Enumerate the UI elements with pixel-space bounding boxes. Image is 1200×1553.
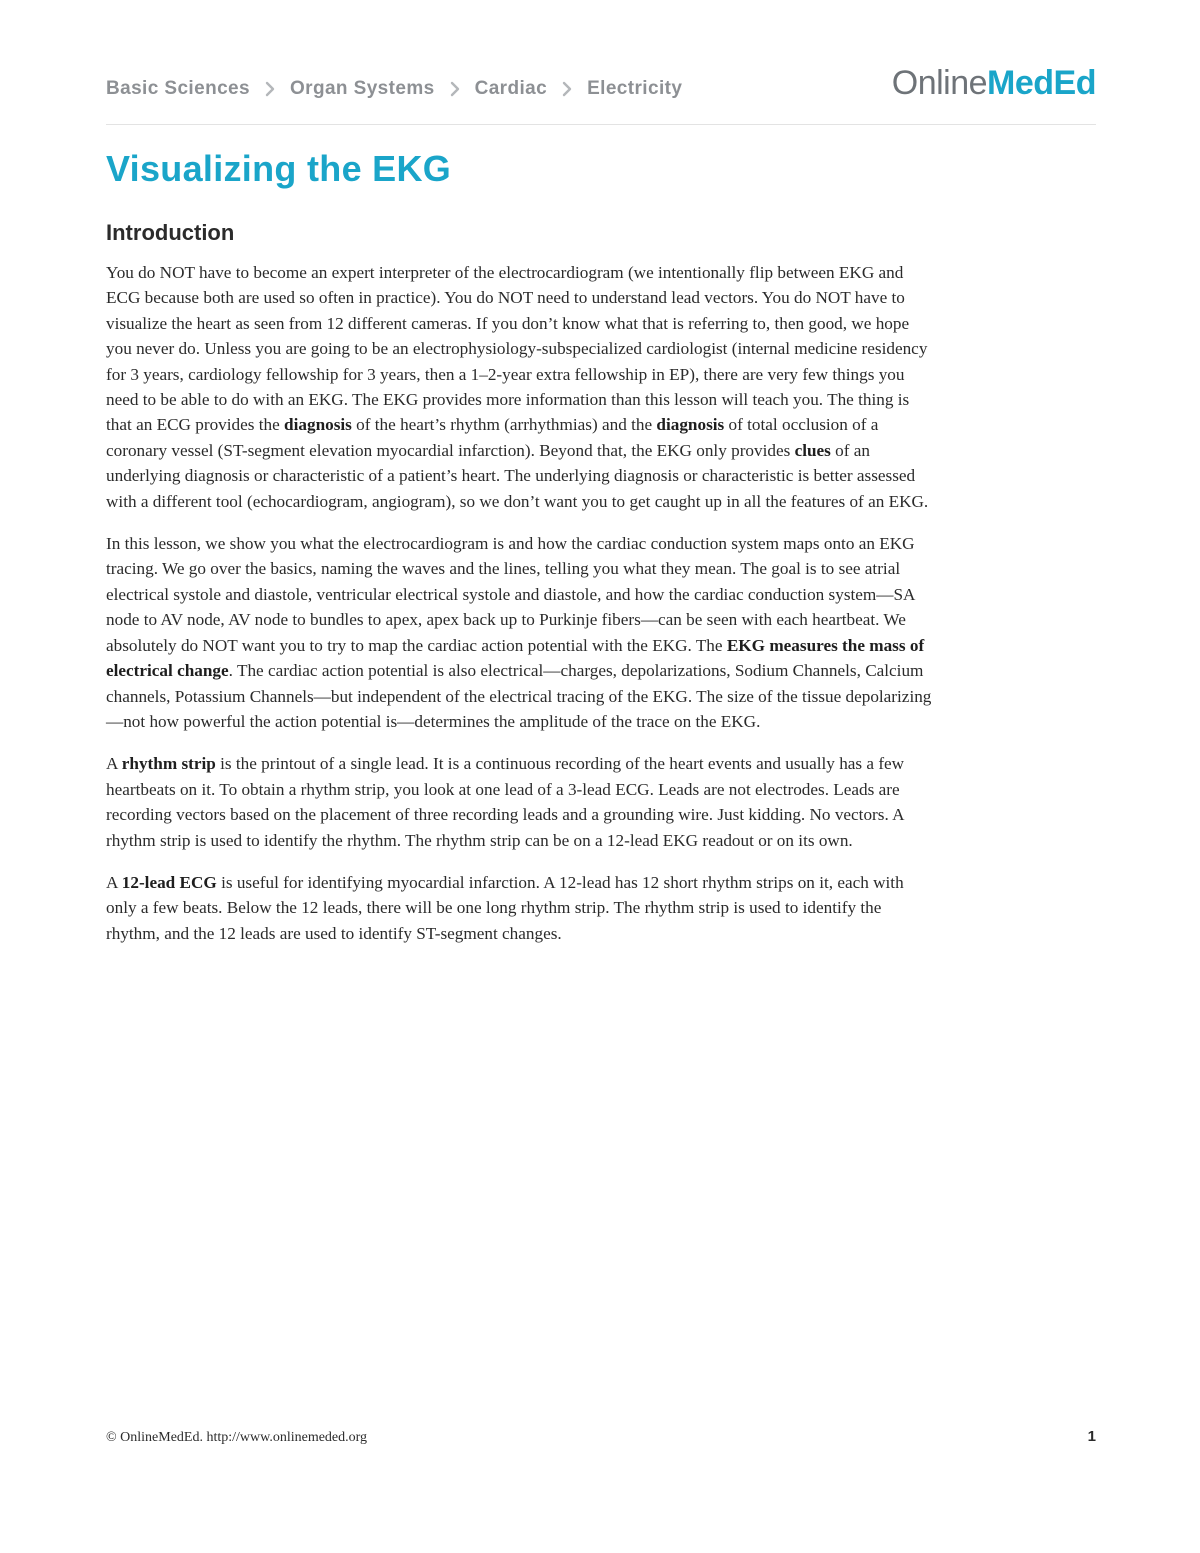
breadcrumb-item-electricity[interactable]: Electricity [587, 78, 683, 99]
chevron-right-icon [547, 81, 587, 97]
bold-term: clues [794, 440, 831, 460]
bold-term: rhythm strip [121, 754, 216, 774]
breadcrumb [106, 78, 682, 100]
text-run: is useful for identifying myocardial infarction. A 12-lead has 12 short rhythm strips on it, each with only a few beats. Below the 12 leads, there will be one long rhythm strip. The rhythm strip is used to identify the rhythm, and the 12 leads are used to identify ST-segment changes. [106, 872, 904, 943]
chevron-right-icon [250, 81, 290, 97]
breadcrumb-item-basic-sciences[interactable]: Basic Sciences [106, 78, 250, 99]
logo-text-online: Online [891, 64, 988, 102]
logo-text-meded: MedEd [987, 64, 1096, 102]
bold-term: diagnosis [656, 415, 725, 435]
paragraph [106, 260, 936, 514]
page-footer [106, 1430, 1096, 1454]
text-run: A [106, 872, 122, 892]
page-title: Visualizing the EKG [106, 148, 452, 189]
footer-copyright: © OnlineMedEd. http://www.onlinemeded.org [106, 1430, 368, 1445]
text-run: is the printout of a single lead. It is a continuous recording of the heart events and usually has a few heartbeats on it. To obtain a rhythm strip, you look at one lead of a 3-lead ECG. Leads are not electrodes. Leads are recording vectors based on the placement of three recording leads and a grounding wire. Just kidding. No vectors. A rhythm strip is used to identify the rhythm. The rhythm strip can be on a 12-lead EKG readout or on its own. [106, 754, 905, 850]
text-run: of the heart’s rhythm (arrhythmias) and the [351, 415, 657, 435]
breadcrumb-item-organ-systems[interactable]: Organ Systems [289, 78, 435, 99]
chevron-right-icon [435, 81, 475, 97]
bold-term: diagnosis [284, 415, 352, 435]
text-run: A [106, 754, 122, 774]
paragraph [106, 531, 936, 734]
page-header [106, 64, 1096, 125]
text-run: . The cardiac action potential is also electrical—charges, depolarizations, Sodium Channels, Calcium channels, Potassium Channels—but independent of the electrical tracing of the EKG. The size of the tissue depolarizing—not how powerful the action potential is—determines the amplitude of the trace on the EKG. [106, 661, 932, 731]
text-run: You do NOT have to become an expert interpreter of the electrocardiogram (we intentionally flip between EKG and ECG because both are used so often in practice). You do NOT need to understand lead vectors. You do NOT have to visualize the heart as seen from 12 different cameras. If you don’t know what that is referring to, then good, we hope you never do. Unless you are going to be an electrophysiology-subspecialized cardiologist (internal medicine residency for 3 years, cardiology fellowship for 3 years, then a 1–2-year extra fellowship in EP), there are very few things you need to be able to do with an EKG. The EKG provides more information than this lesson will teach you. The thing is that an ECG provides the [106, 263, 928, 435]
bold-term: 12-lead ECG [121, 872, 217, 892]
text-run: of total occlusion of a coronary vessel (ST-segment elevation myocardial infarction). Beyond that, the EKG only provides [106, 415, 879, 460]
text-run: In this lesson, we show you what the electrocardiogram is and how the cardiac conduction system maps onto an EKG tracing. We go over the basics, naming the waves and the lines, telling you what they mean. The goal is to see atrial electrical systole and diastole, ventricular electrical systole and diastole, and how the cardiac conduction system—SA node to AV node, AV node to bundles to apex, apex back up to Purkinje fibers—can be seen with each heartbeat. We absolutely do NOT want you to try to map the cardiac action potential with the EKG. The [106, 534, 915, 655]
paragraph [106, 751, 936, 853]
text-run: of an underlying diagnosis or characteristic of a patient’s heart. The underlying diagnosis or characteristic is better assessed with a different tool (echocardiogram, angiogram), so we don’t want you to get caught up in all the features of an EKG. [106, 440, 929, 511]
introduction-body [106, 260, 936, 963]
section-heading-introduction: Introduction [106, 220, 235, 245]
page-number: 1 [1087, 1428, 1096, 1445]
bold-term: EKG measures the mass of electrical change [106, 635, 925, 681]
paragraph [106, 870, 936, 946]
onlinemeded-logo[interactable] [892, 66, 1096, 100]
breadcrumb-item-cardiac[interactable]: Cardiac [474, 78, 548, 99]
